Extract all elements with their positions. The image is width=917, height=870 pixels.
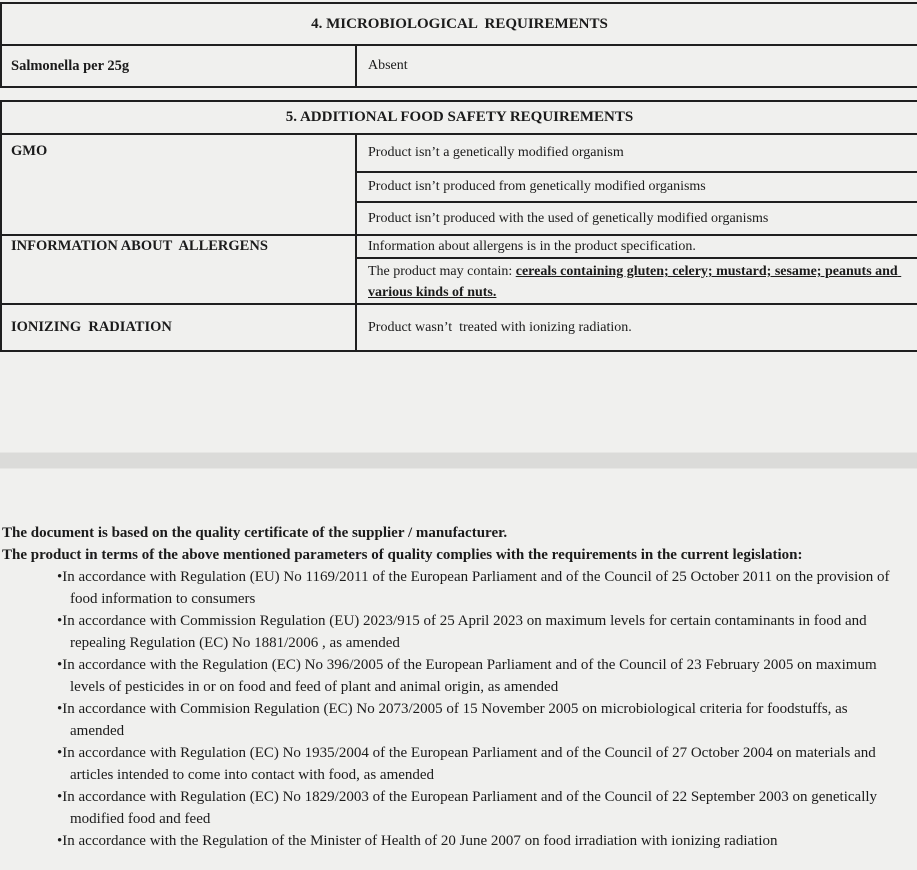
legislation-bullet: • In accordance with the Regulation of the Minister of Health of 20 June 2007 on food irradiation with ionizing radiation (2, 830, 897, 852)
ionizing-radiation-values (357, 305, 917, 350)
allergens-list: cereals containing gluten; celery; mustard; sesame; peanuts and various kinds of nuts. (368, 264, 902, 300)
ionizing-radiation-label: IONIZING RADIATION (2, 305, 357, 350)
gmo-row (2, 135, 917, 236)
legislation-bullet: • In accordance with Regulation (EC) No 1829/2003 of the European Parliament and of the Council of 22 September 2003 on genetically modified food and feed (2, 786, 897, 830)
ionizing-radiation-value: Product wasn’t treated with ionizing radiation. (368, 319, 632, 335)
footer-statement-1: The document is based on the quality certificate of the supplier / manufacturer. (2, 525, 508, 541)
gmo-value-2: Product isn’t produced from genetically modified organisms (357, 171, 917, 201)
page-separator (0, 452, 917, 469)
gmo-values (357, 135, 917, 234)
section5-title: 5. ADDITIONAL FOOD SAFETY REQUIREMENTS (285, 109, 634, 125)
legislation-bullet: • In accordance with Regulation (EC) No 1935/2004 of the European Parliament and of the Council of 27 October 2004 on materials and articles intended to come into contact with food, as amended (2, 742, 897, 786)
allergens-value-2 (357, 257, 917, 303)
microbiological-requirements-table (0, 2, 917, 88)
legislation-notes (0, 522, 897, 852)
legislation-bullet: • In accordance with the Regulation (EC) No 396/2005 of the European Parliament and of the Council of 23 February 2005 on maximum levels of pesticides in or on food and feed of plant and animal origin, as amended (2, 654, 897, 698)
legislation-bullet: • In accordance with Regulation (EU) No 1169/2011 of the European Parliament and of the Council of 25 October 2011 on the provision of food information to consumers (2, 566, 897, 610)
section4-title: 4. MICROBIOLOGICAL REQUIREMENTS (311, 15, 608, 32)
gmo-value-3: Product isn’t produced with the used of genetically modified organisms (357, 201, 917, 234)
allergens-may-contain-prefix: The product may contain: (368, 264, 516, 279)
allergens-value-1: Information about allergens is in the product specification. (368, 238, 696, 254)
section4-header (2, 4, 917, 46)
ionizing-radiation-row (2, 305, 917, 350)
salmonella-label: Salmonella per 25g (2, 46, 357, 86)
additional-food-safety-table (0, 100, 917, 352)
allergens-label: INFORMATION ABOUT ALLERGENS (2, 236, 357, 303)
table-row (2, 46, 917, 86)
legislation-bullet: • In accordance with Commision Regulation (EC) No 2073/2005 of 15 November 2005 on microbiological criteria for foodstuffs, as amended (2, 698, 897, 742)
gmo-label: GMO (2, 135, 357, 234)
salmonella-value: Absent (368, 58, 408, 73)
footer-statement-2: The product in terms of the above mentioned parameters of quality complies with the requirements in the current legislation: (2, 547, 803, 563)
allergens-row (2, 236, 917, 305)
document-page (0, 2, 917, 870)
legislation-bullet: • In accordance with Commission Regulation (EU) 2023/915 of 25 April 2023 on maximum levels for certain contaminants in food and repealing Regulation (EC) No 1881/2006 , as amended (2, 610, 897, 654)
allergens-values (357, 236, 917, 303)
gmo-value-1: Product isn’t a genetically modified organism (368, 145, 624, 160)
section5-header (2, 102, 917, 135)
